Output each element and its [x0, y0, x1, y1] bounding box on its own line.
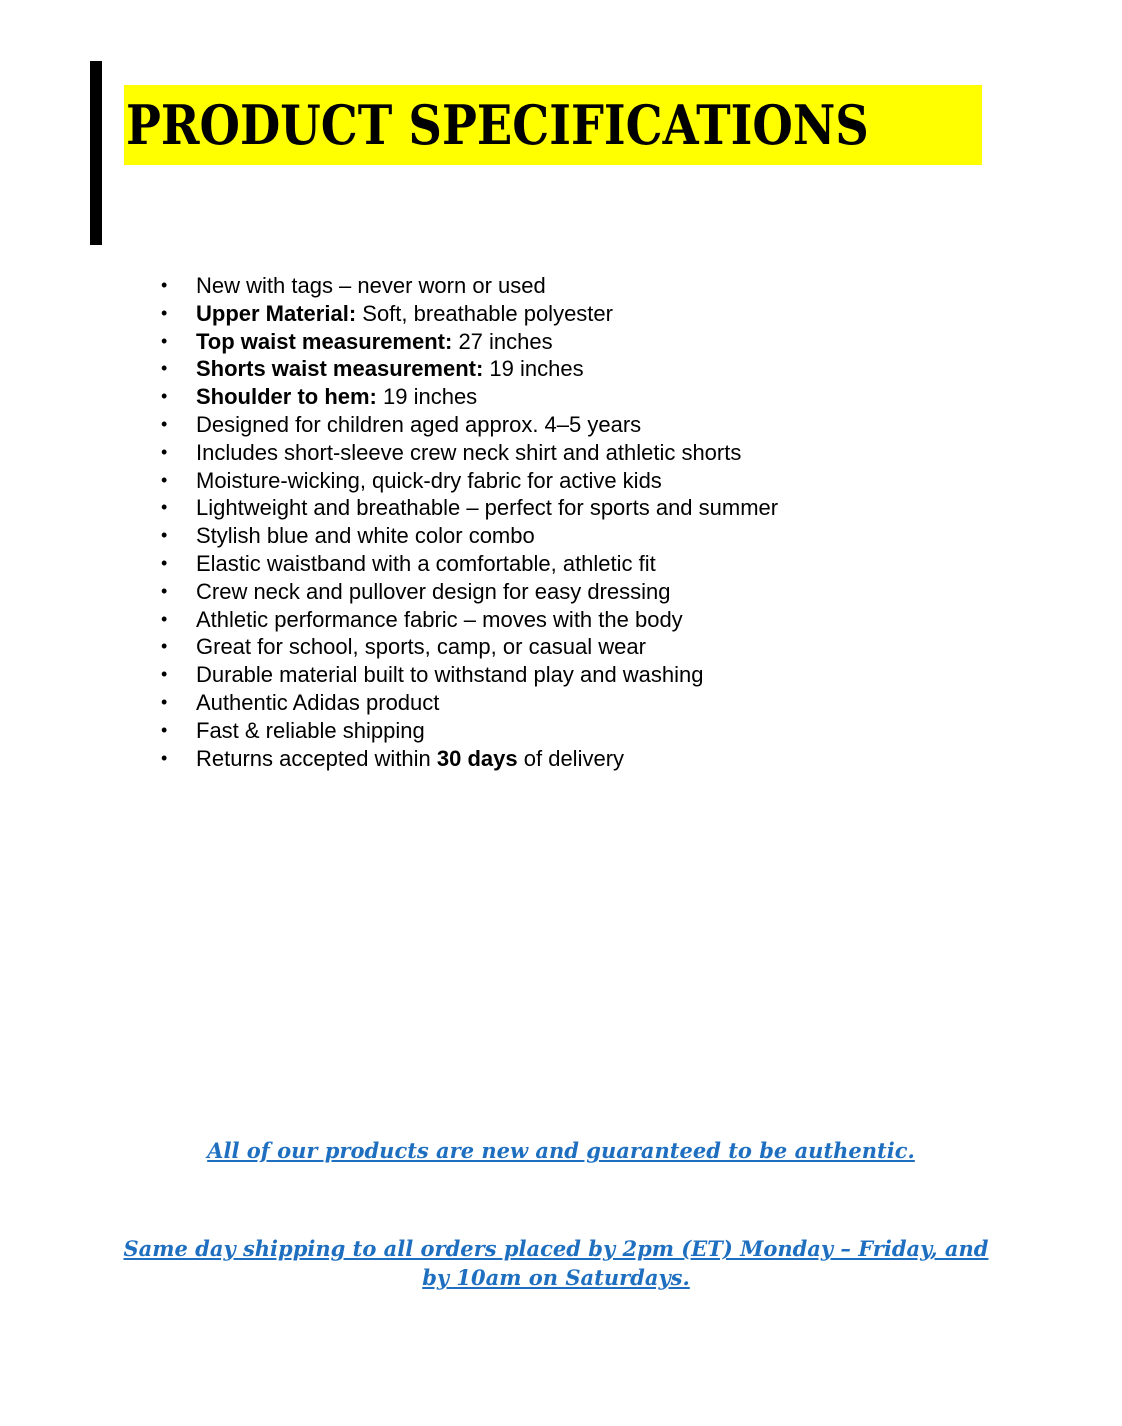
spec-list-item — [196, 689, 778, 717]
spec-label: Top waist measurement: — [196, 328, 453, 354]
spec-text: New with tags – never worn or used — [196, 273, 546, 298]
spec-list-item — [196, 494, 778, 522]
spec-text: Great for school, sports, camp, or casual wear — [196, 634, 646, 660]
shipping-note[interactable]: Same day shipping to all orders placed by 2pm (ET) Monday – Friday, and by 10am on Saturdays. — [123, 1236, 989, 1290]
spec-list-item — [196, 745, 778, 773]
spec-list-item — [196, 355, 778, 383]
spec-list-item — [196, 411, 778, 439]
authentic-note[interactable]: All of our products are new and guaranteed to be authentic. — [207, 1138, 915, 1163]
spec-label: Shorts waist measurement: — [196, 356, 484, 382]
spec-label: Shoulder to hem: — [196, 384, 377, 410]
spec-list-item — [196, 633, 778, 661]
page-title: PRODUCT SPECIFICATIONS — [126, 93, 869, 157]
spec-text: Athletic performance fabric – moves with the body — [196, 606, 683, 632]
spec-list-item — [196, 606, 778, 634]
spec-emphasis: 30 days — [436, 745, 518, 771]
spec-text: Lightweight and breathable – perfect for sports and summer — [196, 495, 779, 521]
spec-list-item — [196, 550, 778, 578]
spec-list-item — [196, 328, 778, 356]
spec-text: Crew neck and pullover design for easy dressing — [196, 578, 671, 604]
spec-text: Fast & reliable shipping — [196, 717, 425, 743]
spec-text: Stylish blue and white color combo — [196, 523, 535, 549]
spec-text: Designed for children aged approx. 4–5 years — [196, 411, 642, 437]
spec-text: 19 inches — [483, 356, 584, 382]
spec-list-item — [196, 578, 778, 606]
spec-text: Moisture-wicking, quick-dry fabric for active kids — [196, 467, 662, 493]
spec-text: Elastic waistband with a comfortable, athletic fit — [196, 550, 656, 576]
spec-text: Includes short-sleeve crew neck shirt and athletic shorts — [196, 439, 742, 465]
spec-list-item — [196, 661, 778, 689]
spec-text: Soft, breathable polyester — [356, 300, 613, 326]
spec-list-item — [196, 383, 778, 411]
left-accent-bar — [90, 61, 102, 245]
spec-text: Durable material built to withstand play and washing — [196, 662, 704, 688]
spec-label: Upper Material: — [196, 300, 357, 326]
spec-text-suffix: of delivery — [517, 745, 625, 771]
spec-list-item — [196, 300, 778, 328]
spec-list — [196, 272, 778, 772]
spec-list-item — [196, 522, 778, 550]
spec-text: Returns accepted within — [196, 745, 437, 771]
spec-list-item — [196, 439, 778, 467]
spec-text: 19 inches — [376, 384, 478, 410]
spec-text: 27 inches — [452, 328, 553, 354]
title-highlight — [124, 85, 982, 165]
spec-list-item — [196, 272, 778, 300]
spec-text: Authentic Adidas product — [196, 689, 440, 715]
spec-list-item — [196, 467, 778, 495]
spec-list-item — [196, 717, 778, 745]
